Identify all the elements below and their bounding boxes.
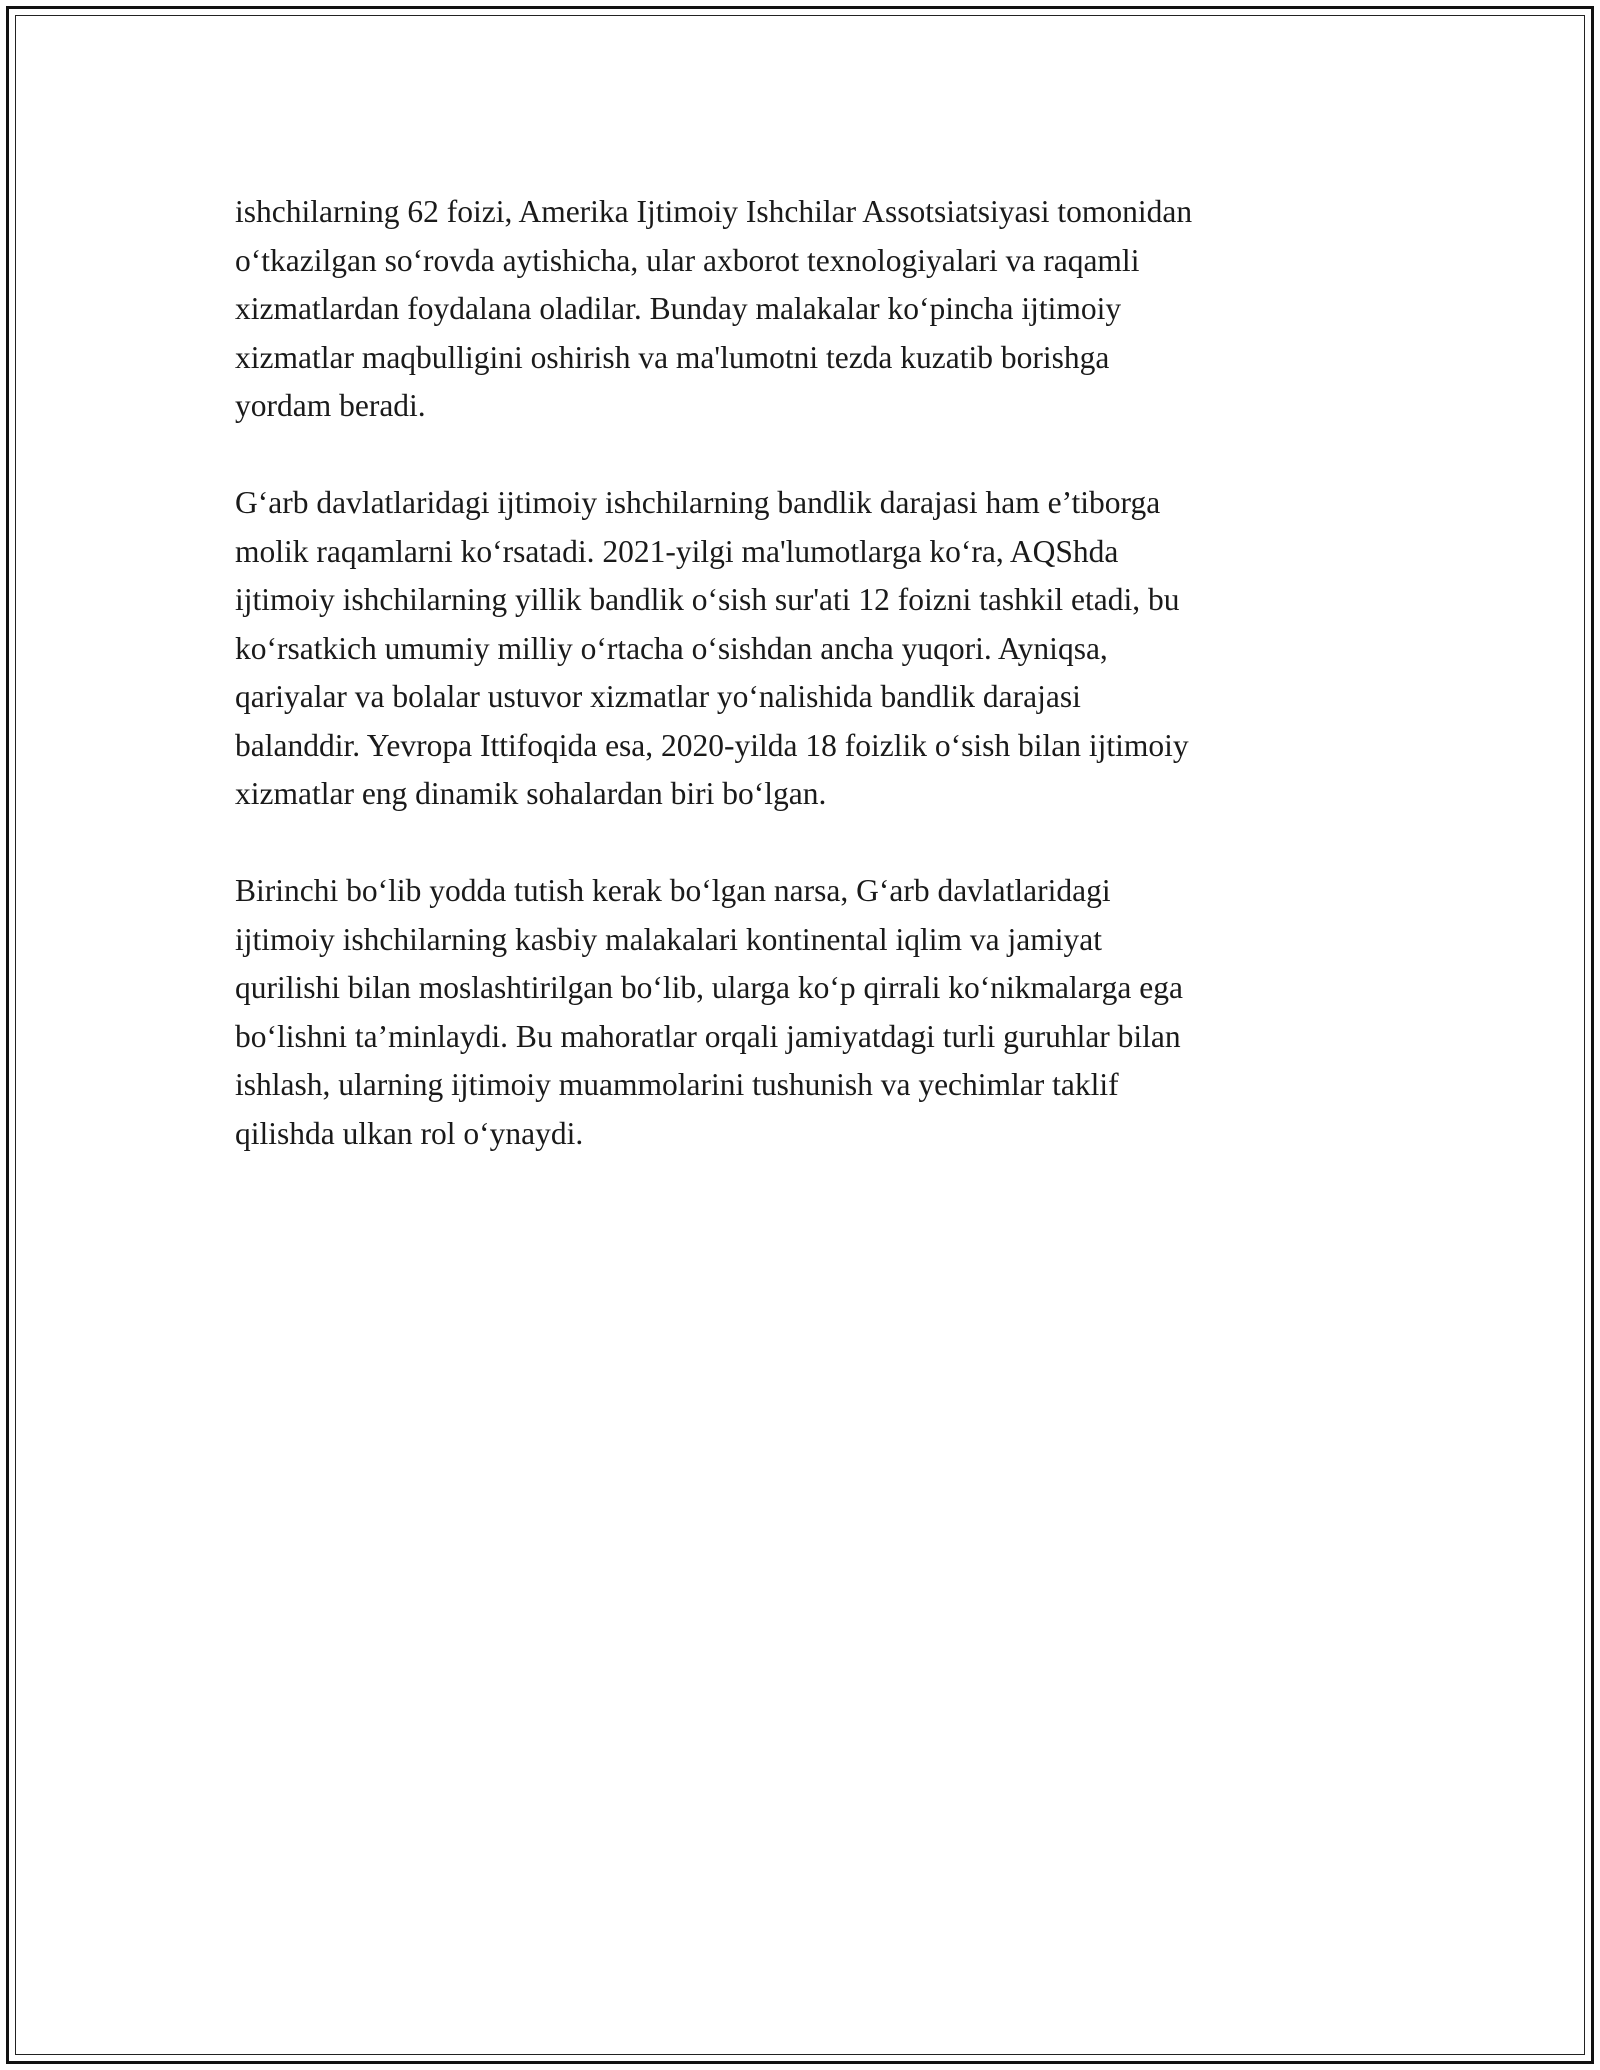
document-body xyxy=(235,188,1365,1207)
text-line: G‘arb davlatlaridagi ijtimoiy ishchilarning bandlik darajasi ham e’tiborga xyxy=(235,485,1161,520)
text-line: qariyalar va bolalar ustuvor xizmatlar yo‘nalishida bandlik darajasi xyxy=(235,679,1081,714)
paragraph-2 xyxy=(235,479,1365,819)
text-line: xizmatlar maqbulligini oshirish va ma'lumotni tezda kuzatib borishga xyxy=(235,339,1110,375)
text-line: molik raqamlarni ko‘rsatadi. 2021-yilgi ma'lumotlarga ko‘ra, AQShda xyxy=(235,533,1119,569)
paragraph-1 xyxy=(235,188,1365,431)
text-line: qilishda ulkan rol o‘ynaydi. xyxy=(235,1115,584,1151)
text-line: ijtimoiy ishchilarning kasbiy malakalari kontinental iqlim va jamiyat xyxy=(235,921,1102,957)
text-line: o‘tkazilgan so‘rovda aytishicha, ular axborot texnologiyalari va raqamli xyxy=(235,242,1140,278)
text-line: ishlash, ularning ijtimoiy muammolarini tushunish va yechimlar taklif xyxy=(235,1067,1119,1102)
text-line: yordam beradi. xyxy=(235,388,426,423)
text-line: Birinchi bo‘lib yodda tutish kerak bo‘lgan narsa, G‘arb davlatlaridagi xyxy=(235,873,1111,908)
paragraph-3 xyxy=(235,867,1365,1158)
text-line: bo‘lishni ta’minlaydi. Bu mahoratlar orqali jamiyatdagi turli guruhlar bilan xyxy=(235,1018,1181,1054)
text-line: ko‘rsatkich umumiy milliy o‘rtacha o‘sishdan ancha yuqori. Ayniqsa, xyxy=(235,630,1108,666)
text-line: xizmatlardan foydalana oladilar. Bunday malakalar ko‘pincha ijtimoiy xyxy=(235,291,1122,326)
text-line: ijtimoiy ishchilarning yillik bandlik o‘sish sur'ati 12 foizni tashkil etadi, bu xyxy=(235,582,1180,617)
text-line: qurilishi bilan moslashtirilgan bo‘lib, ularga ko‘p qirrali ko‘nikmalarga ega xyxy=(235,970,1183,1005)
text-line: ishchilarning 62 foizi, Amerika Ijtimoiy Ishchilar Assotsiatsiyasi tomonidan xyxy=(235,194,1193,229)
text-line: xizmatlar eng dinamik sohalardan biri bo‘lgan. xyxy=(235,776,827,811)
text-line: balanddir. Yevropa Ittifoqida esa, 2020-yilda 18 foizlik o‘sish bilan ijtimoiy xyxy=(235,727,1189,763)
